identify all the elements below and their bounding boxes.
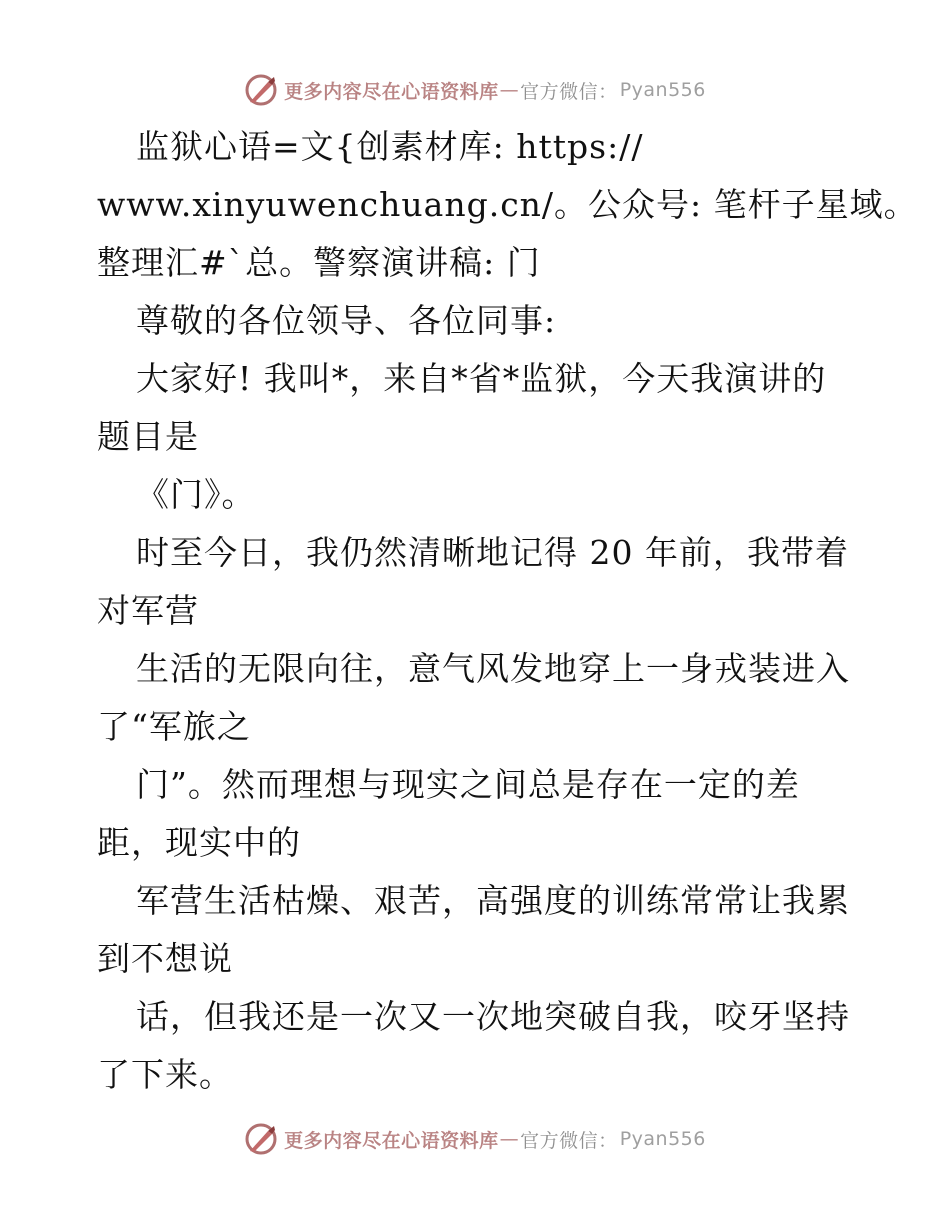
header-banner	[0, 68, 950, 112]
banner-caption	[284, 1126, 706, 1153]
text-line: 距，现实中的	[97, 823, 301, 862]
text-line: 大家好! 我叫*，来自*省*监狱，今天我演讲的	[136, 359, 827, 398]
text-line: 话，但我还是一次又一次地突破自我，咬牙坚持	[136, 997, 850, 1036]
banner-wechat-label: 官方微信：	[520, 80, 618, 103]
text-line: 题目是	[97, 417, 199, 456]
banner-wechat-label: 官方微信：	[520, 1129, 618, 1152]
text-line: 监狱心语=文{创素材库: https://	[136, 127, 644, 166]
document-body	[97, 118, 918, 1104]
text-line: 对军营	[97, 591, 199, 630]
text-line: 时至今日，我仍然清晰地记得 20 年前，我带着	[136, 533, 849, 572]
banner-wechat-id: Pyan556	[619, 1128, 706, 1150]
banner-separator: —	[499, 79, 520, 101]
text-line: 到不想说	[97, 939, 233, 978]
text-line: www.xinyuwenchuang.cn/。公众号: 笔杆子星域。	[97, 185, 918, 224]
banner-caption	[284, 77, 706, 104]
text-line: 生活的无限向往，意气风发地穿上一身戎装进入	[136, 649, 850, 688]
text-line: 尊敬的各位领导、各位同事:	[136, 301, 557, 340]
text-line: 了下来。	[97, 1055, 233, 1094]
text-line: 《门》。	[136, 475, 256, 514]
text-line: 了“军旅之	[97, 707, 251, 746]
quill-logo-icon	[244, 73, 278, 107]
quill-logo-icon	[244, 1122, 278, 1156]
banner-main-text: 更多内容尽在心语资料库	[284, 1129, 499, 1152]
text-line: 整理汇#`总。警察演讲稿: 门	[97, 243, 541, 282]
banner-separator: —	[499, 1128, 520, 1150]
banner-main-text: 更多内容尽在心语资料库	[284, 80, 499, 103]
banner-wechat-id: Pyan556	[619, 79, 706, 101]
footer-banner	[0, 1117, 950, 1161]
text-line: 军营生活枯燥、艰苦，高强度的训练常常让我累	[136, 881, 850, 920]
text-line: 门”。然而理想与现实之间总是存在一定的差	[136, 765, 800, 804]
